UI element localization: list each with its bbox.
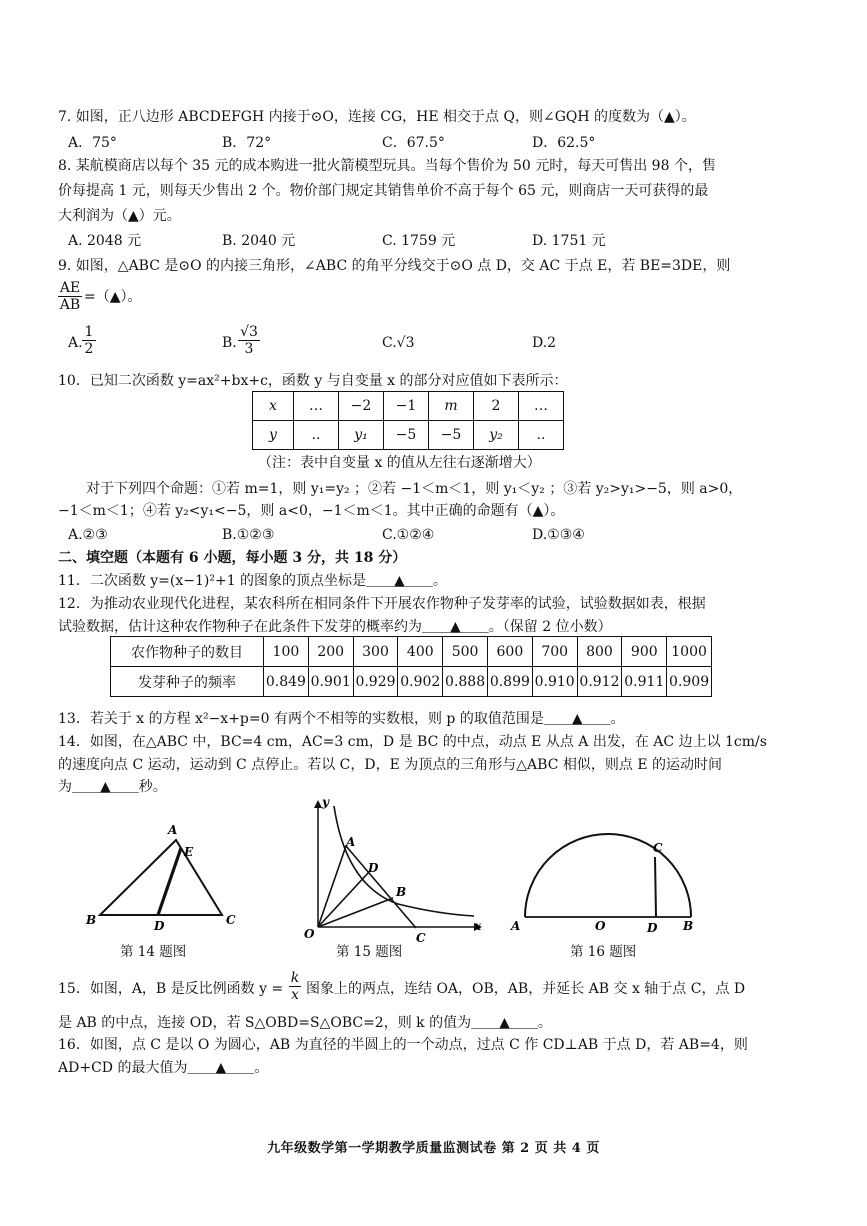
q16-stem-line2: AD+CD 的最大值为＿＿▲＿＿。 xyxy=(58,1060,269,1076)
q12-row-freqs xyxy=(111,667,712,697)
q9-option-a-num: 1 xyxy=(84,324,94,340)
q9-option-b-den: 3 xyxy=(238,340,260,357)
table-cell: −1 xyxy=(384,392,429,421)
table-cell: 900 xyxy=(622,637,667,667)
q8-stem-line3: 大利润为（▲）元。 xyxy=(58,208,181,224)
table-cell: 0.910 xyxy=(532,667,577,697)
table-cell: 0.902 xyxy=(398,667,443,697)
table-cell: −5 xyxy=(429,421,474,450)
table-cell: m xyxy=(429,392,474,421)
q9-fraction xyxy=(58,280,82,313)
fig14-label-c: C xyxy=(226,913,236,927)
figure-16-semicircle xyxy=(505,826,705,938)
fig15-label-a: A xyxy=(346,835,356,849)
q9-stem-tail: =（▲）。 xyxy=(84,289,142,305)
q9-option-b-num: √3 xyxy=(240,324,258,340)
table-cell: 0.849 xyxy=(264,667,309,697)
table-cell: 0.909 xyxy=(667,667,712,697)
table-cell: −5 xyxy=(384,421,429,450)
table-cell: 0.888 xyxy=(443,667,488,697)
table-cell: 200 xyxy=(308,637,353,667)
q9-option-c: C.√3 xyxy=(382,335,415,351)
q9-option-a-den: 2 xyxy=(82,340,96,357)
q7-option-b: B．72° xyxy=(222,135,272,151)
table-row-label: 发芽种子的频率 xyxy=(111,667,264,697)
fig15-label-y: y xyxy=(322,796,329,809)
fig16-label-b: B xyxy=(683,919,694,933)
table-row-label: 农作物种子的数目 xyxy=(111,637,264,667)
table-cell: x xyxy=(253,392,294,421)
table-cell: 0.912 xyxy=(577,667,622,697)
fig14-label-e: E xyxy=(184,845,194,859)
q14-stem-line2: 的速度向点 C 运动，运动到 C 点停止。若以 C，D，E 为顶点的三角形与△ABC 相似，则点 E 的运动时间 xyxy=(58,757,722,773)
q10-table-row-x xyxy=(253,392,564,421)
q10-props-line2: −1＜m＜1；④若 y₂<y₁<−5，则 a<0，−1＜m＜1。其中正确的命题有（▲）。 xyxy=(58,503,565,519)
q8-option-b: B. 2040 元 xyxy=(222,233,296,249)
fig16-label-d: D xyxy=(647,921,658,935)
figure-14-triangle xyxy=(82,818,252,930)
fig15-label-c: C xyxy=(416,931,426,945)
q10-table-row-y xyxy=(253,421,564,450)
table-cell: 600 xyxy=(487,637,532,667)
table-cell: 800 xyxy=(577,637,622,667)
table-cell: 400 xyxy=(398,637,443,667)
table-cell: y xyxy=(253,421,294,450)
q8-stem-line1: 8. 某航模商店以每个 35 元的成本购进一批火箭模型玩具。当每个售价为 50 元时，每天可售出 98 个，售 xyxy=(58,158,716,174)
table-cell: y₂ xyxy=(474,421,519,450)
fig14-label-b: B xyxy=(86,913,97,927)
q16-stem-line1: 16．如图，点 C 是以 O 为圆心，AB 为直径的半圆上的一个动点，过点 C 作 CD⊥AB 于点 D，若 AB=4，则 xyxy=(58,1037,748,1053)
q10-props-line1: 对于下列四个命题：①若 m=1，则 y₁=y₂ ；②若 −1＜m＜1，则 y₁＜y₂ ；③若 y₂>y₁>−5，则 a>0， xyxy=(86,481,743,497)
fig16-label-o: O xyxy=(595,919,606,933)
q7-stem: 7. 如图，正八边形 ABCDEFGH 内接于⊙O，连接 CG，HE 相交于点 Q，则∠GQH 的度数为（▲）。 xyxy=(58,109,696,125)
table-cell: 0.911 xyxy=(622,667,667,697)
fig14-label-a: A xyxy=(168,823,178,837)
q8-option-c: C. 1759 元 xyxy=(382,233,456,249)
q12-row-counts xyxy=(111,637,712,667)
q12-stem-line1: 12．为推动农业现代化进程，某农科所在相同条件下开展农作物种子发芽率的试验，试验数据如表，根据 xyxy=(58,596,706,612)
q7-option-d: D．62.5° xyxy=(532,135,596,151)
table-cell: 0.899 xyxy=(487,667,532,697)
figure-15-inverse-function xyxy=(298,796,486,946)
table-cell: .. xyxy=(519,421,564,450)
q10-stem: 10．已知二次函数 y=ax²+bx+c，函数 y 与自变量 x 的部分对应值如下表所示： xyxy=(58,373,568,389)
q15-fraction xyxy=(289,970,301,1003)
figure-15-caption: 第 15 题图 xyxy=(336,944,403,960)
q15-frac-den: x xyxy=(289,986,301,1003)
q10-option-a: A.②③ xyxy=(68,527,108,543)
q15-frac-num: k xyxy=(290,970,300,986)
q9-stem-line1: 9. 如图，△ABC 是⊙O 的内接三角形，∠ABC 的角平分线交于⊙O 点 D，交 AC 于点 E，若 BE=3DE，则 xyxy=(58,258,731,274)
q13-stem: 13．若关于 x 的方程 x²−x+p=0 有两个不相等的实数根，则 p 的取值范围是＿＿▲＿＿。 xyxy=(58,711,625,727)
table-cell: 2 xyxy=(474,392,519,421)
q15-stem-line2: 是 AB 的中点，连接 OD，若 S△OBD=S△OBC=2，则 k 的值为＿＿▲＿＿。 xyxy=(58,1015,552,1031)
q10-option-b: B.①②③ xyxy=(222,527,275,543)
q8-stem-line2: 价每提高 1 元，则每天少售出 2 个。物价部门规定其销售单价不高于每个 65 元，则商店一天可获得的最 xyxy=(58,183,709,199)
table-cell: 300 xyxy=(353,637,398,667)
fig15-label-o: O xyxy=(304,927,315,941)
table-cell: 100 xyxy=(264,637,309,667)
page-footer: 九年级数学第一学期教学质量监测试卷 第 2 页 共 4 页 xyxy=(267,1141,600,1156)
q9-option-a-frac xyxy=(82,324,96,357)
fig15-label-b: B xyxy=(396,885,407,899)
table-cell: 0.929 xyxy=(353,667,398,697)
q12-seed-table xyxy=(110,636,712,697)
table-cell: .. xyxy=(294,421,339,450)
q8-option-a: A. 2048 元 xyxy=(68,233,142,249)
fig15-label-d: D xyxy=(368,861,379,875)
q9-option-d: D.2 xyxy=(532,335,557,351)
q9-frac-num: AE xyxy=(59,280,81,296)
table-cell: 1000 xyxy=(667,637,712,667)
q14-stem-line3: 为＿＿▲＿＿秒。 xyxy=(58,779,167,795)
fig14-label-d: D xyxy=(154,919,165,930)
figure-16-caption: 第 16 题图 xyxy=(570,944,637,960)
fig15-label-x: x xyxy=(474,919,482,933)
q7-option-a: A．75° xyxy=(68,135,117,151)
q9-option-b-frac xyxy=(238,324,260,357)
figure-14-caption: 第 14 题图 xyxy=(120,944,187,960)
fig16-label-a: A xyxy=(511,919,521,933)
q10-table-note: （注：表中自变量 x 的值从左往右逐渐增大） xyxy=(258,455,541,471)
q8-option-d: D. 1751 元 xyxy=(532,233,606,249)
q10-option-c: C.①②④ xyxy=(382,527,435,543)
q7-option-c: C．67.5° xyxy=(382,135,445,151)
q12-stem-line2: 试验数据，估计这种农作物种子在此条件下发芽的概率约为＿＿▲＿＿。（保留 2 位小数） xyxy=(58,619,612,635)
q15-stem-part2: 图象上的两点，连结 OA，OB，AB，并延长 AB 交 x 轴于点 C，点 D xyxy=(306,981,746,997)
q9-option-b-label: B. xyxy=(222,335,237,351)
table-cell: … xyxy=(294,392,339,421)
q9-option-a-label: A. xyxy=(68,335,83,351)
table-cell: y₁ xyxy=(339,421,384,450)
q10-value-table xyxy=(252,391,564,450)
q10-option-d: D.①③④ xyxy=(532,527,585,543)
section-heading-fill-in: 二、填空题（本题有 6 小题，每小题 3 分，共 18 分） xyxy=(58,550,407,566)
q14-stem-line1: 14．如图，在△ABC 中，BC=4 cm，AC=3 cm，D 是 BC 的中点，动点 E 从点 A 出发，在 AC 边上以 1cm/s xyxy=(58,734,767,750)
q11-stem: 11．二次函数 y=(x−1)²+1 的图象的顶点坐标是＿＿▲＿＿。 xyxy=(58,573,447,589)
table-cell: 700 xyxy=(532,637,577,667)
q9-frac-den: AB xyxy=(59,297,81,313)
table-cell: 500 xyxy=(443,637,488,667)
q15-stem-part1: 15．如图，A，B 是反比例函数 y = xyxy=(58,981,284,997)
fig16-label-c: C xyxy=(653,841,663,855)
table-cell: 0.901 xyxy=(308,667,353,697)
table-cell: −2 xyxy=(339,392,384,421)
table-cell: … xyxy=(519,392,564,421)
